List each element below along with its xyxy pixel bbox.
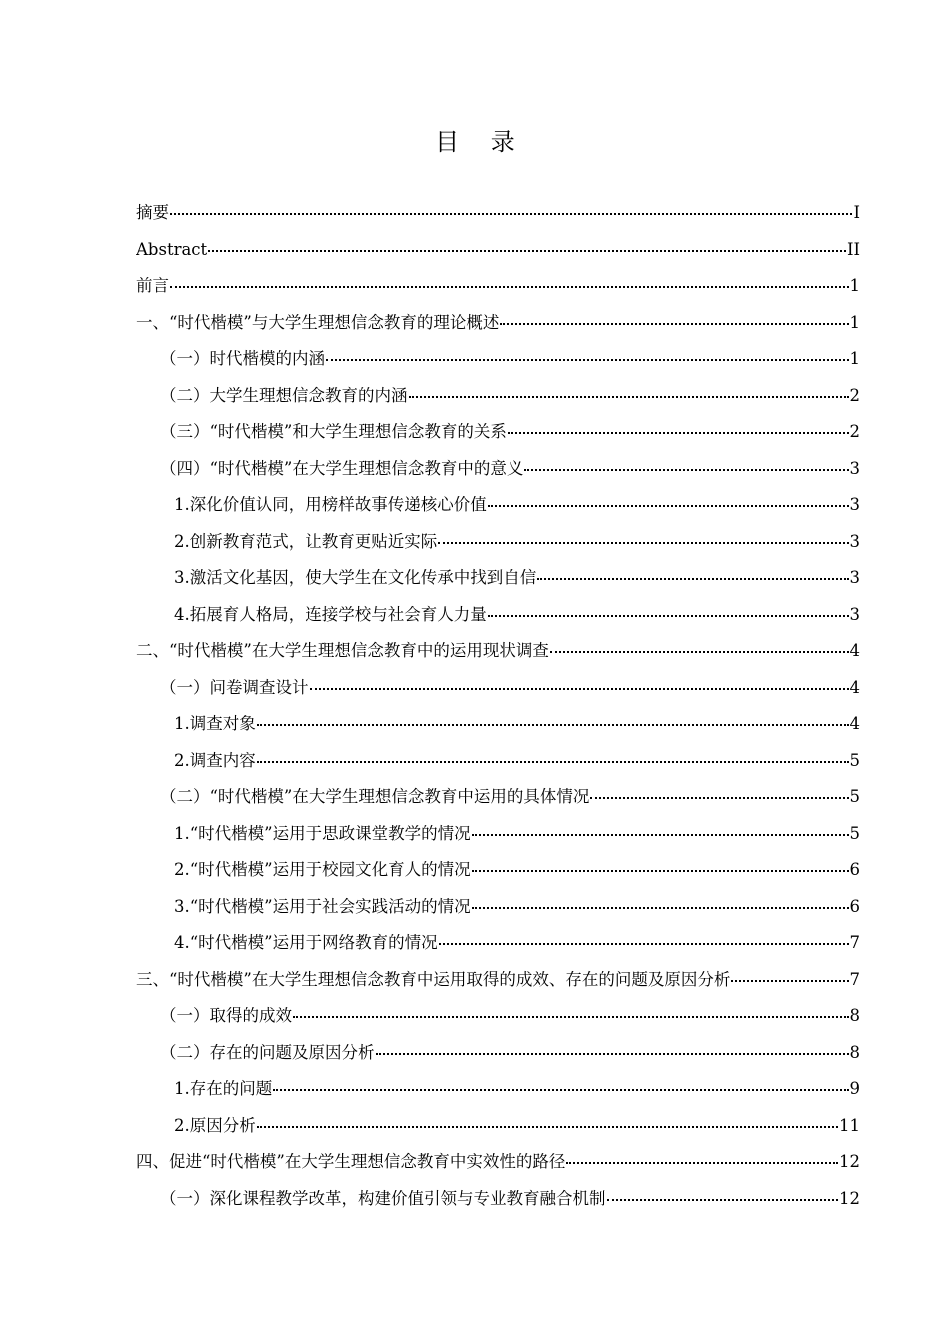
toc-page-number: 6 bbox=[849, 896, 860, 916]
toc-dot-leader bbox=[409, 385, 849, 401]
toc-dot-leader bbox=[537, 567, 848, 583]
toc-entry-title: Abstract bbox=[136, 239, 208, 259]
toc-entry-title: （二）“时代楷模”在大学生理想信念教育中运用的具体情况 bbox=[160, 787, 590, 806]
toc-entry[interactable] bbox=[136, 746, 860, 783]
toc-dot-leader bbox=[488, 604, 849, 620]
toc-entry-title: （一）问卷调查设计 bbox=[160, 677, 309, 697]
toc-entry[interactable] bbox=[136, 1111, 860, 1148]
toc-entry[interactable] bbox=[136, 563, 860, 600]
toc-page-number: I bbox=[853, 203, 860, 222]
toc-entry[interactable] bbox=[136, 636, 860, 673]
toc-entry-title: 4.“时代楷模”运用于网络教育的情况 bbox=[174, 933, 438, 952]
toc-entry-title: 1.深化价值认同，用榜样故事传递核心价值 bbox=[174, 495, 487, 514]
toc-page-number: 3 bbox=[849, 458, 860, 478]
table-of-contents bbox=[136, 198, 860, 1220]
toc-page-number: 12 bbox=[839, 1188, 860, 1208]
toc-entry[interactable] bbox=[136, 782, 860, 819]
toc-dot-leader bbox=[257, 713, 849, 729]
toc-dot-leader bbox=[508, 421, 849, 437]
toc-dot-leader bbox=[257, 1115, 838, 1131]
toc-entry[interactable] bbox=[136, 892, 860, 929]
toc-page-number: 5 bbox=[849, 823, 860, 843]
toc-page-number: 4 bbox=[849, 714, 860, 733]
toc-entry[interactable] bbox=[136, 417, 860, 454]
toc-entry-title: （三）“时代楷模”和大学生理想信念教育的关系 bbox=[160, 422, 507, 441]
toc-page-number: 8 bbox=[849, 1042, 860, 1062]
toc-page-number: 7 bbox=[849, 933, 860, 952]
toc-dot-leader bbox=[273, 1078, 848, 1094]
toc-page-number: 9 bbox=[849, 1079, 860, 1098]
toc-entry[interactable] bbox=[136, 198, 860, 235]
toc-dot-leader bbox=[310, 677, 849, 693]
toc-entry[interactable] bbox=[136, 271, 860, 308]
toc-dot-leader bbox=[170, 275, 849, 291]
toc-entry[interactable] bbox=[136, 600, 860, 637]
toc-entry[interactable] bbox=[136, 928, 860, 965]
toc-entry-title: （一）时代楷模的内涵 bbox=[160, 349, 325, 368]
toc-entry[interactable] bbox=[136, 673, 860, 710]
toc-dot-leader bbox=[472, 859, 849, 875]
toc-page-number: 2 bbox=[849, 422, 860, 441]
toc-dot-leader bbox=[472, 896, 849, 912]
toc-dot-leader bbox=[590, 786, 848, 802]
toc-dot-leader bbox=[376, 1042, 849, 1058]
toc-dot-leader bbox=[731, 969, 848, 985]
toc-entry-title: 三、“时代楷模”在大学生理想信念教育中运用取得的成效、存在的问题及原因分析 bbox=[136, 969, 731, 989]
toc-entry[interactable] bbox=[136, 1184, 860, 1221]
toc-page-number: 8 bbox=[849, 1006, 860, 1025]
toc-dot-leader bbox=[208, 239, 846, 255]
page-title: 目 录 bbox=[435, 128, 527, 156]
toc-entry-title: 二、“时代楷模”在大学生理想信念教育中的运用现状调查 bbox=[136, 641, 549, 660]
toc-entry-title: （四）“时代楷模”在大学生理想信念教育中的意义 bbox=[160, 458, 524, 478]
toc-dot-leader bbox=[439, 932, 849, 948]
toc-entry[interactable] bbox=[136, 235, 860, 272]
toc-page-number: 2 bbox=[849, 385, 860, 405]
toc-entry[interactable] bbox=[136, 819, 860, 856]
toc-entry-title: 前言 bbox=[136, 276, 169, 295]
toc-entry-title: 1.“时代楷模”运用于思政课堂教学的情况 bbox=[174, 823, 471, 843]
toc-entry-title: （二）大学生理想信念教育的内涵 bbox=[160, 385, 408, 405]
toc-dot-leader bbox=[326, 348, 849, 364]
toc-entry[interactable] bbox=[136, 1074, 860, 1111]
toc-entry-title: （一）取得的成效 bbox=[160, 1006, 292, 1025]
toc-entry[interactable] bbox=[136, 490, 860, 527]
toc-entry-title: 3.激活文化基因，使大学生在文化传承中找到自信 bbox=[174, 568, 537, 587]
toc-dot-leader bbox=[293, 1005, 849, 1021]
toc-entry[interactable] bbox=[136, 308, 860, 345]
toc-dot-leader bbox=[257, 750, 849, 766]
toc-entry[interactable] bbox=[136, 965, 860, 1002]
toc-dot-leader bbox=[566, 1151, 838, 1167]
toc-page-number: 5 bbox=[849, 750, 860, 770]
toc-entry[interactable] bbox=[136, 1001, 860, 1038]
toc-dot-leader bbox=[500, 312, 848, 328]
toc-entry[interactable] bbox=[136, 855, 860, 892]
toc-entry-title: 四、促进“时代楷模”在大学生理想信念教育中实效性的路径 bbox=[136, 1152, 566, 1171]
toc-entry-title: 4.拓展育人格局，连接学校与社会育人力量 bbox=[174, 604, 487, 624]
toc-dot-leader bbox=[607, 1188, 839, 1204]
toc-entry-title: 一、“时代楷模”与大学生理想信念教育的理论概述 bbox=[136, 312, 500, 332]
toc-dot-leader bbox=[472, 823, 849, 839]
toc-page-number: II bbox=[846, 239, 860, 259]
toc-entry[interactable] bbox=[136, 454, 860, 491]
toc-entry-title: 1.存在的问题 bbox=[174, 1079, 273, 1098]
toc-page-number: 5 bbox=[849, 787, 860, 806]
toc-entry-title: 2.创新教育范式，让教育更贴近实际 bbox=[174, 531, 438, 551]
toc-entry[interactable] bbox=[136, 381, 860, 418]
toc-page-number: 11 bbox=[839, 1115, 860, 1135]
toc-dot-leader bbox=[550, 640, 849, 656]
toc-entry-title: 摘要 bbox=[136, 203, 169, 222]
toc-entry[interactable] bbox=[136, 344, 860, 381]
toc-page-number: 1 bbox=[849, 276, 860, 295]
toc-dot-leader bbox=[524, 458, 848, 474]
toc-entry-title: 1.调查对象 bbox=[174, 714, 256, 733]
toc-page-number: 3 bbox=[849, 495, 860, 514]
toc-entry-title: 2.调查内容 bbox=[174, 750, 256, 770]
toc-page-number: 12 bbox=[839, 1152, 860, 1171]
toc-page-number: 3 bbox=[849, 568, 860, 587]
toc-dot-leader bbox=[438, 531, 848, 547]
toc-entry-title: 2.“时代楷模”运用于校园文化育人的情况 bbox=[174, 860, 471, 879]
toc-entry-title: 3.“时代楷模”运用于社会实践活动的情况 bbox=[174, 896, 471, 916]
toc-entry-title: 2.原因分析 bbox=[174, 1115, 256, 1135]
toc-page-number: 6 bbox=[849, 860, 860, 879]
toc-page-number: 4 bbox=[849, 677, 860, 697]
toc-entry-title: （一）深化课程教学改革，构建价值引领与专业教育融合机制 bbox=[160, 1188, 606, 1208]
toc-dot-leader bbox=[170, 202, 852, 218]
toc-entry[interactable] bbox=[136, 1038, 860, 1075]
toc-dot-leader bbox=[488, 494, 849, 510]
toc-entry-title: （二）存在的问题及原因分析 bbox=[160, 1042, 375, 1062]
toc-page-number: 7 bbox=[849, 969, 860, 989]
toc-page-number: 3 bbox=[849, 604, 860, 624]
toc-page-number: 4 bbox=[849, 641, 860, 660]
toc-page-number: 3 bbox=[849, 531, 860, 551]
toc-page-number: 1 bbox=[849, 349, 860, 368]
toc-page-number: 1 bbox=[849, 312, 860, 332]
toc-entry[interactable] bbox=[136, 527, 860, 564]
toc-entry[interactable] bbox=[136, 1147, 860, 1184]
toc-entry[interactable] bbox=[136, 709, 860, 746]
